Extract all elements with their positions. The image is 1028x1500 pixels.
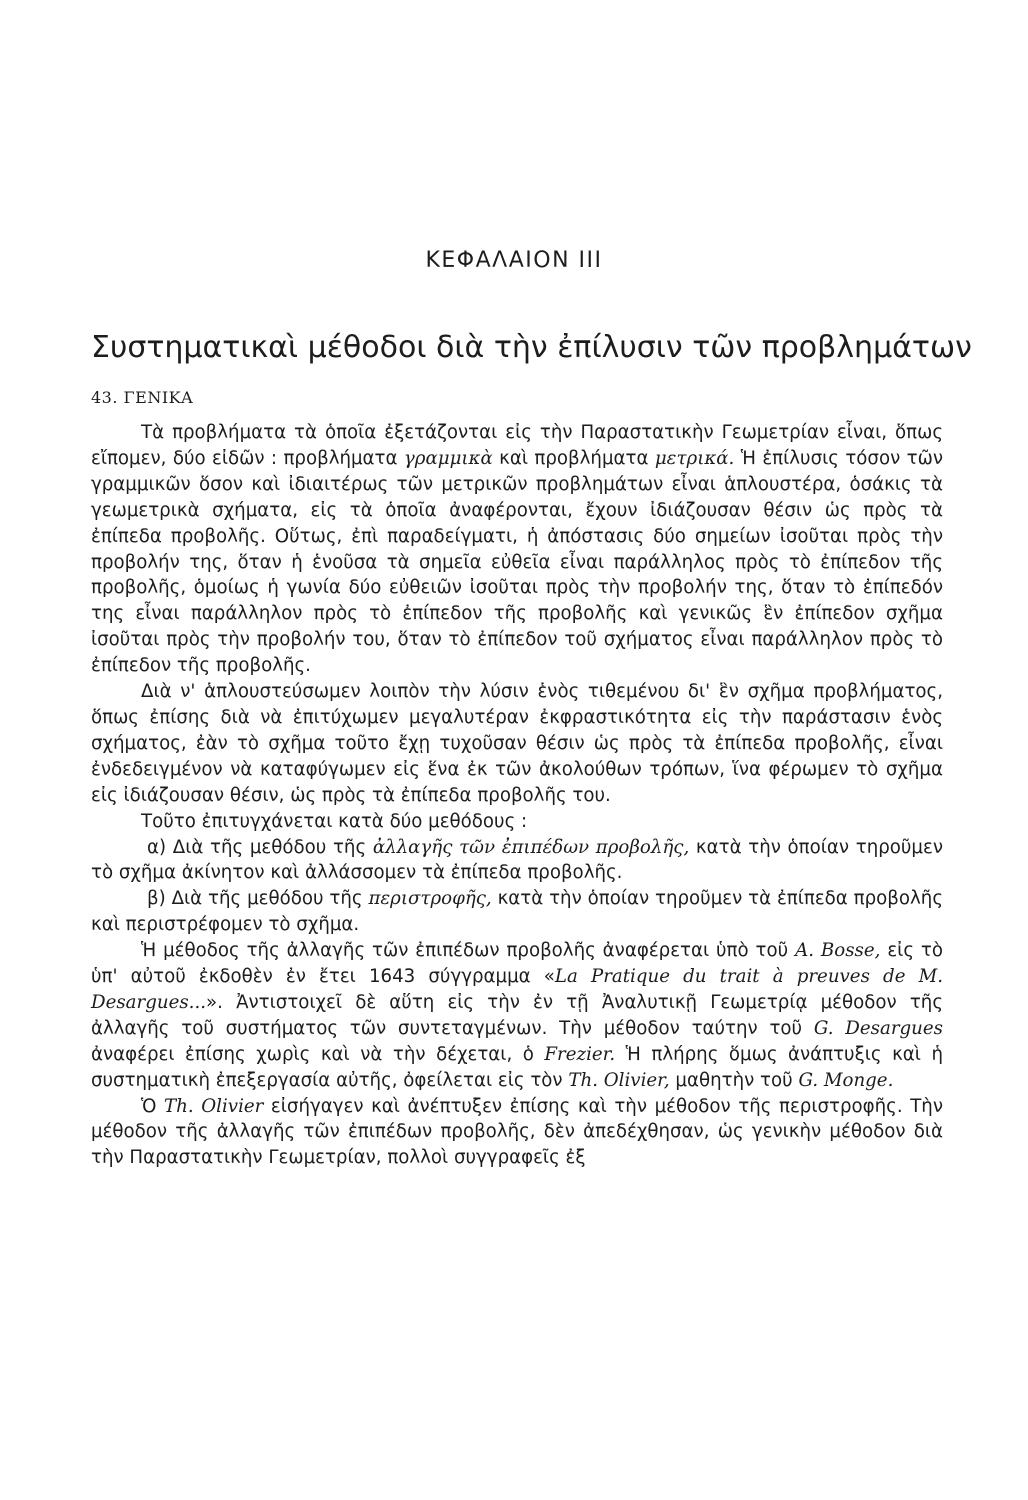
paragraph-2: Διὰ ν' ἁπλουστεύσωμεν λοιπὸν τὴν λύσιν ἑνὸς τιθεμένου δι' ἓν σχῆμα προβλήματος, ὅπως ἐπίσης διὰ νὰ ἐπιτύχωμεν μεγαλυτέραν ἐκφραστικότητα εἰς τὴν παράστασιν ἑνὸς σχήματος, ἐὰν τὸ σχῆμα τοῦτο ἔχῃ τυχοῦσαν θέσιν ὡς πρὸς τὰ ἐπίπεδα προβολῆς, εἶναι ἐνδεδειγμένον νὰ καταφύγωμεν εἰς ἕνα ἐκ τῶν ἀκολούθων τρόπων, ἵνα φέρωμεν τὸ σχῆμα εἰς ἰδιάζουσαν θέσιν, ὡς πρὸς τὰ ἐπίπεδα προβολῆς του. bbox=[91, 681, 943, 806]
paragraph-1-text-c: Ἡ ἐπίλυσις τόσον τῶν γραμμικῶν ὅσον καὶ ἰδιαιτέρως τῶν μετρικῶν προβλημάτων εἶναι ἁπλουστέρα, ὁσάκις τὰ γεωμετρικὰ σχήματα, εἰς τὰ ὁποῖα ἀναφέρονται, ἔχουν ἰδιάζουσαν θέσιν ὡς πρὸς τὰ ἐπίπεδα προβολῆς. Οὕτως, ἐπὶ παραδείγματι, ἡ ἀπόστασις δύο σημείων ἰσοῦται πρὸς τὴν προβολήν της, ὅταν ἡ ἑνοῦσα τὰ σημεῖα εὐθεῖα εἶναι παράλληλος πρὸς τὸ ἐπίπεδον τῆς προβολῆς, ὁμοίως ἡ γωνία δύο εὐθειῶν ἰσοῦται πρὸς τὴν προβολήν της, ὅταν τὸ ἐπίπεδόν της εἶναι παράλληλον πρὸς τὸ ἐπίπεδον τῆς προβολῆς καὶ γενικῶς ἓν ἐπίπεδον σχῆμα ἰσοῦται πρὸς τὴν προβολήν του, ὅταν τὸ ἐπίπεδον τοῦ σχήματος εἶναι παράλληλον πρὸς τὸ ἐπίπεδον τῆς προβολῆς. bbox=[91, 447, 943, 677]
paragraph-6 bbox=[91, 938, 943, 1093]
author-olivier-2: Th. Olivier bbox=[164, 1095, 264, 1117]
method-item-beta bbox=[91, 886, 943, 938]
author-bosse: A. Bosse, bbox=[795, 940, 881, 962]
paragraph-6-text-e: Ἡ πλήρης ὅμως ἀνάπτυξις καὶ ἡ συστηματικὴ ἐπεξεργασία αὐτῆς, ὀφείλεται εἰς τὸν bbox=[91, 1043, 943, 1091]
paragraph-1 bbox=[91, 420, 943, 679]
paragraph-1-text-b: καὶ προβλήματα bbox=[492, 447, 655, 469]
method-item-beta-text-b: κατὰ τὴν ὁποίαν τηροῦμεν τὰ ἐπίπεδα προβολῆς καὶ περιστρέφομεν τὸ σχῆμα. bbox=[91, 888, 943, 936]
author-monge: G. Monge. bbox=[798, 1069, 894, 1091]
method-item-alpha-text-a: α) Διὰ τῆς μεθόδου τῆς bbox=[147, 836, 373, 858]
paragraph-6-text-b: εἰς τὸ ὑπ' αὐτοῦ ἐκδοθὲν ἐν ἔτει 1643 σύγγραμμα « bbox=[91, 940, 943, 988]
paragraph-3: Τοῦτο ἐπιτυγχάνεται κατὰ δύο μεθόδους : bbox=[141, 810, 528, 832]
method-item-beta-text-a: β) Διὰ τῆς μεθόδου τῆς bbox=[147, 888, 369, 910]
paragraph-1-text-a: Τὰ προβλήματα τὰ ὁποῖα ἐξετάζονται εἰς τὴν Παραστατικὴν Γεωμετρίαν εἶναι, ὅπως εἴπομεν, δύο εἰδῶν : προβλήματα bbox=[91, 422, 943, 469]
author-olivier: Th. Olivier, bbox=[568, 1069, 670, 1091]
chapter-title: Συστηματικαὶ μέθοδοι διὰ τὴν ἐπίλυσιν τῶν προβλημάτων bbox=[91, 330, 972, 365]
paragraph-6-text-a: Ἡ μέθοδος τῆς ἀλλαγῆς τῶν ἐπιπέδων προβολῆς ἀναφέρεται ὑπὸ τοῦ bbox=[141, 940, 796, 962]
book-title-la-pratique: La Pratique du trait à preuves de M. Desargues... bbox=[91, 966, 943, 1013]
paragraph-6-text-c: ». Ἀντιστοιχεῖ δὲ αὕτη εἰς τὴν ἐν τῇ Ἀναλυτικῇ Γεωμετρίᾳ μέθοδον τῆς ἀλλαγῆς τοῦ συστήματος τῶν συντεταγμένων. Τὴν μέθοδον ταύτην τοῦ bbox=[91, 991, 943, 1039]
paragraph-6-text-d: ἀναφέρει ἐπίσης χωρὶς καὶ νὰ τὴν δέχεται, ὁ bbox=[91, 1043, 545, 1065]
emphasis-metric: μετρικά. bbox=[654, 447, 735, 469]
paragraph-7-text-a: Ὁ bbox=[141, 1095, 165, 1117]
author-desargues: G. Desargues bbox=[813, 1017, 943, 1039]
author-frezier: Frezier. bbox=[544, 1043, 616, 1065]
paragraph-7-text-b: εἰσήγαγεν καὶ ἀνέπτυξεν ἐπίσης καὶ τὴν μέθοδον τῆς περιστροφῆς. Τὴν μέθοδον τῆς ἀλλαγῆς τῶν ἐπιπέδων προβολῆς, δὲν ἀπεδέχθησαν, ὡς γενικὴν μέθοδον διὰ τὴν Παραστατικὴν Γεωμετρίαν, πολλοὶ συγγραφεῖς ἐξ bbox=[91, 1095, 943, 1169]
emphasis-linear: γραμμικὰ bbox=[403, 447, 493, 469]
method-item-alpha-text-b: κατὰ τὴν ὁποίαν τηροῦμεν τὸ σχῆμα ἀκίνητον καὶ ἀλλάσσομεν τὰ ἐπίπεδα προβολῆς. bbox=[91, 836, 943, 884]
paragraph-7 bbox=[91, 1094, 943, 1172]
section-heading: 43. ΓΕΝΙΚΑ bbox=[91, 388, 194, 407]
chapter-label: ΚΕΦΑΛΑΙΟΝ III bbox=[425, 248, 603, 273]
body-text bbox=[91, 420, 943, 1171]
emphasis-rotation: περιστροφῆς, bbox=[368, 888, 492, 910]
paragraph-6-text-f: μαθητὴν τοῦ bbox=[669, 1069, 799, 1091]
emphasis-change-of-planes: ἀλλαγῆς τῶν ἐπιπέδων προβολῆς, bbox=[372, 836, 690, 858]
method-item-alpha bbox=[91, 835, 943, 887]
